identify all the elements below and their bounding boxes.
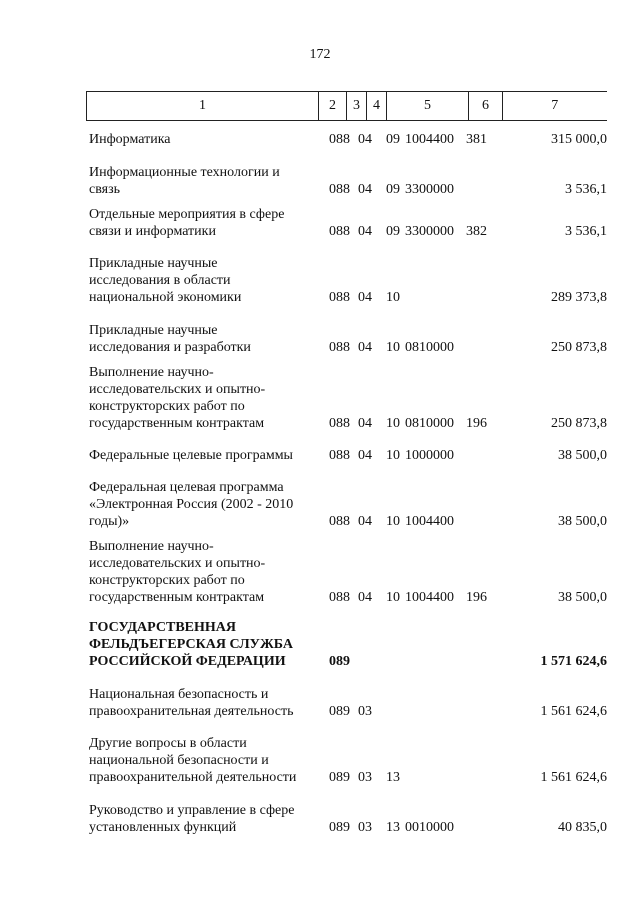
section-code: 04 [358, 416, 372, 431]
section-code: 04 [358, 514, 372, 529]
subsection-code: 10 [386, 514, 400, 529]
ministry-code: 088 [329, 182, 350, 197]
column-header-6: 6 [469, 92, 503, 121]
target-article-code: 0810000 [405, 416, 454, 431]
row-name-line: конструкторских работ по [89, 573, 245, 588]
column-header-3: 3 [347, 92, 367, 121]
target-article-code: 1004400 [405, 132, 454, 147]
row-name-line: Выполнение научно- [89, 539, 214, 554]
ministry-code: 088 [329, 132, 350, 147]
page-number: 172 [309, 47, 331, 62]
row-name-line: Федеральная целевая программа [89, 480, 284, 495]
subsection-code: 10 [386, 416, 400, 431]
row-name-line: РОССИЙСКОЙ ФЕДЕРАЦИИ [89, 654, 286, 669]
row-name-line: исследования и разработки [89, 340, 251, 355]
row-name-line: Руководство и управление в сфере [89, 803, 295, 818]
subsection-code: 10 [386, 340, 400, 355]
row-name-line: национальной экономики [89, 290, 242, 305]
subsection-code: 10 [386, 290, 400, 305]
section-code: 04 [358, 182, 372, 197]
row-name-line: связь [89, 182, 120, 197]
row-name-line: ФЕЛЬДЪЕГЕРСКАЯ СЛУЖБА [89, 637, 293, 652]
ministry-code: 088 [329, 448, 350, 463]
row-name-line: конструкторских работ по [89, 399, 245, 414]
row-name-line: правоохранительной деятельности [89, 770, 297, 785]
row-name-line: Выполнение научно- [89, 365, 214, 380]
ministry-code: 089 [329, 654, 350, 669]
amount: 38 500,0 [558, 448, 607, 463]
row-name-line: Информатика [89, 132, 171, 147]
target-article-code: 1004400 [405, 590, 454, 605]
row-name-line: установленных функций [89, 820, 237, 835]
row-name-line: государственным контрактам [89, 590, 265, 605]
ministry-code: 089 [329, 820, 350, 835]
row-name-line: Другие вопросы в области [89, 736, 247, 751]
row-name-line: Информационные технологии и [89, 165, 280, 180]
target-article-code: 0810000 [405, 340, 454, 355]
target-article-code: 3300000 [405, 224, 454, 239]
expense-type-code: 382 [466, 224, 487, 239]
amount: 1 561 624,6 [540, 704, 607, 719]
row-name-line: национальной безопасности и [89, 753, 269, 768]
amount: 38 500,0 [558, 514, 607, 529]
amount: 38 500,0 [558, 590, 607, 605]
expense-type-code: 196 [466, 590, 487, 605]
ministry-code: 088 [329, 514, 350, 529]
subsection-code: 09 [386, 132, 400, 147]
row-name-line: Прикладные научные [89, 256, 218, 271]
subsection-code: 13 [386, 820, 400, 835]
amount: 250 873,8 [551, 340, 607, 355]
section-code: 03 [358, 770, 372, 785]
row-name-line: ГОСУДАРСТВЕННАЯ [89, 620, 236, 635]
row-name [89, 802, 319, 836]
column-header-2: 2 [319, 92, 347, 121]
section-code: 03 [358, 820, 372, 835]
row-name-line: правоохранительная деятельность [89, 704, 294, 719]
amount: 3 536,1 [565, 182, 607, 197]
section-code: 04 [358, 290, 372, 305]
target-article-code: 1000000 [405, 448, 454, 463]
target-article-code: 0010000 [405, 820, 454, 835]
section-code: 04 [358, 132, 372, 147]
row-name-line: Отдельные мероприятия в сфере [89, 207, 285, 222]
row-name-line: «Электронная Россия (2002 - 2010 [89, 497, 294, 512]
row-name-line: Прикладные научные [89, 323, 218, 338]
row-name-line: государственным контрактам [89, 416, 265, 431]
column-header-5: 5 [387, 92, 469, 121]
column-header-4: 4 [367, 92, 387, 121]
ministry-code: 089 [329, 770, 350, 785]
ministry-code: 088 [329, 340, 350, 355]
column-header-1: 1 [87, 92, 319, 121]
row-name-line: исследовательских и опытно- [89, 382, 266, 397]
expense-type-code: 381 [466, 132, 487, 147]
section-code: 04 [358, 340, 372, 355]
row-name-line: Национальная безопасность и [89, 687, 269, 702]
subsection-code: 09 [386, 182, 400, 197]
subsection-code: 10 [386, 590, 400, 605]
amount: 315 000,0 [551, 132, 607, 147]
row-name-line: годы)» [89, 514, 130, 529]
ministry-code: 088 [329, 590, 350, 605]
row-name-line: исследовательских и опытно- [89, 556, 266, 571]
amount: 1 561 624,6 [540, 770, 607, 785]
column-header-7: 7 [503, 92, 607, 121]
ministry-code: 088 [329, 224, 350, 239]
section-code: 03 [358, 704, 372, 719]
ministry-code: 088 [329, 416, 350, 431]
amount: 289 373,8 [551, 290, 607, 305]
section-code: 04 [358, 448, 372, 463]
expense-type-code: 196 [466, 416, 487, 431]
target-article-code: 1004400 [405, 514, 454, 529]
amount: 1 571 624,6 [540, 654, 607, 669]
row-name-line: связи и информатики [89, 224, 216, 239]
section-code: 04 [358, 590, 372, 605]
target-article-code: 3300000 [405, 182, 454, 197]
subsection-code: 13 [386, 770, 400, 785]
subsection-code: 09 [386, 224, 400, 239]
amount: 40 835,0 [558, 820, 607, 835]
row-name-line: Федеральные целевые программы [89, 448, 293, 463]
amount: 3 536,1 [565, 224, 607, 239]
amount: 250 873,8 [551, 416, 607, 431]
subsection-code: 10 [386, 448, 400, 463]
ministry-code: 089 [329, 704, 350, 719]
row-name-line: исследования в области [89, 273, 231, 288]
section-code: 04 [358, 224, 372, 239]
ministry-code: 088 [329, 290, 350, 305]
